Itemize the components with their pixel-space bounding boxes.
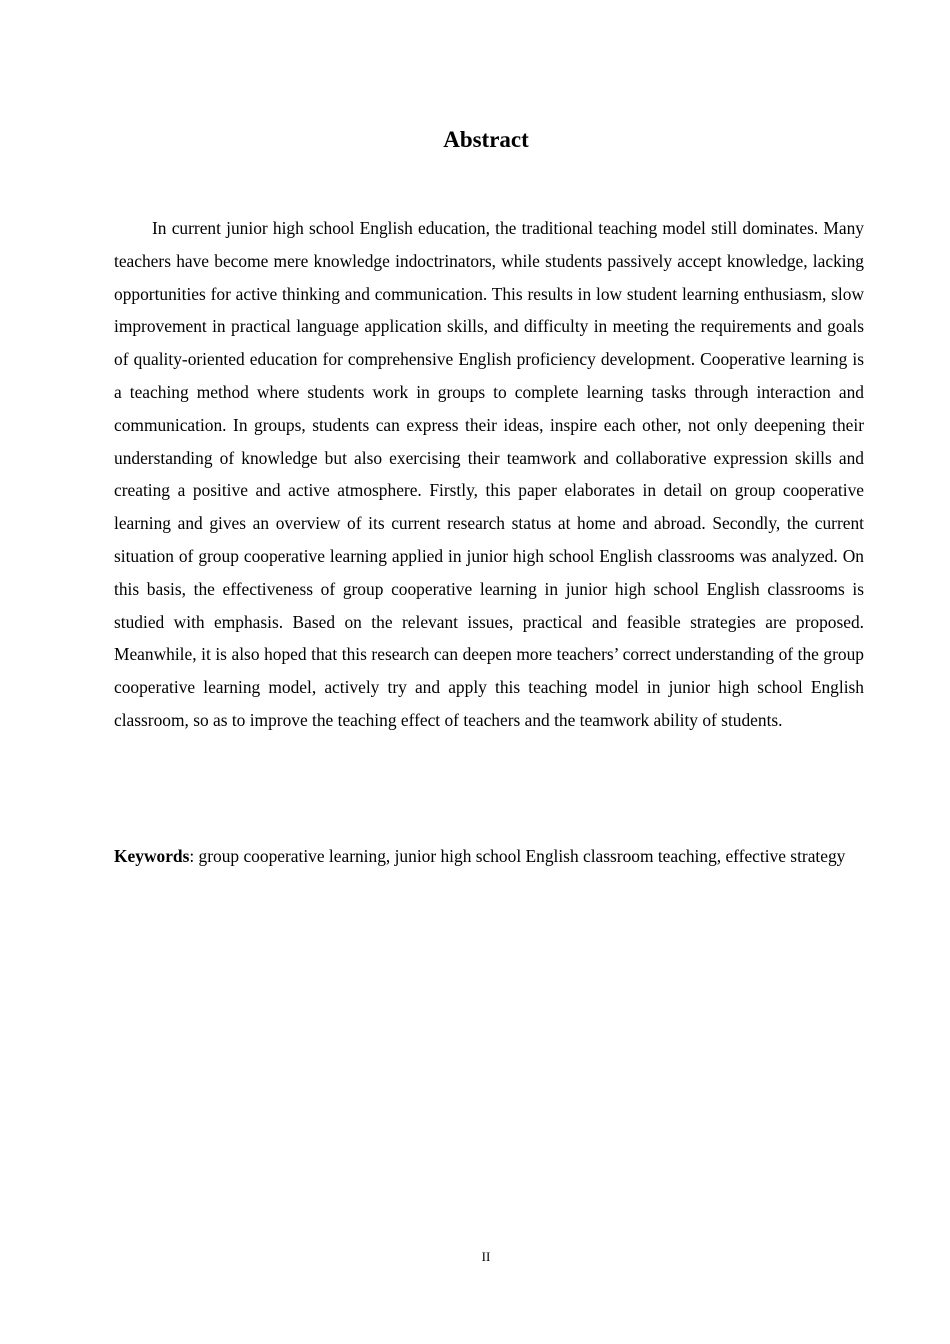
- keywords-line: [114, 840, 864, 872]
- abstract-paragraph: In current junior high school English education, the traditional teaching model still dominates. Many teachers have become mere knowledge indoctrinators, while students passively accept knowledge, lacking opportunities for active thinking and communication. This results in low student learning enthusiasm, slow improvement in practical language application skills, and difficulty in meeting the requirements and goals of quality-oriented education for comprehensive English proficiency development. Cooperative learning is a teaching method where students work in groups to complete learning tasks through interaction and communication. In groups, students can express their ideas, inspire each other, not only deepening their understanding of knowledge but also exercising their teamwork and collaborative expression skills and creating a positive and active atmosphere. Firstly, this paper elaborates in detail on group cooperative learning and gives an overview of its current research status at home and abroad. Secondly, the current situation of group cooperative learning applied in junior high school English classrooms was analyzed. On this basis, the effectiveness of group cooperative learning in junior high school English classrooms is studied with emphasis. Based on the relevant issues, practical and feasible strategies are proposed. Meanwhile, it is also hoped that this research can deepen more teachers’ correct understanding of the group cooperative learning model, actively try and apply this teaching model in junior high school English classroom, so as to improve the teaching effect of teachers and the teamwork ability of students.: [114, 218, 864, 730]
- page-number: II: [481, 1249, 491, 1264]
- keywords-separator: :: [189, 846, 199, 866]
- keywords-text: group cooperative learning, junior high school English classroom teaching, effective strategy: [198, 846, 846, 866]
- keywords-label: Keywords: [114, 846, 190, 866]
- page-title: Abstract: [443, 127, 529, 152]
